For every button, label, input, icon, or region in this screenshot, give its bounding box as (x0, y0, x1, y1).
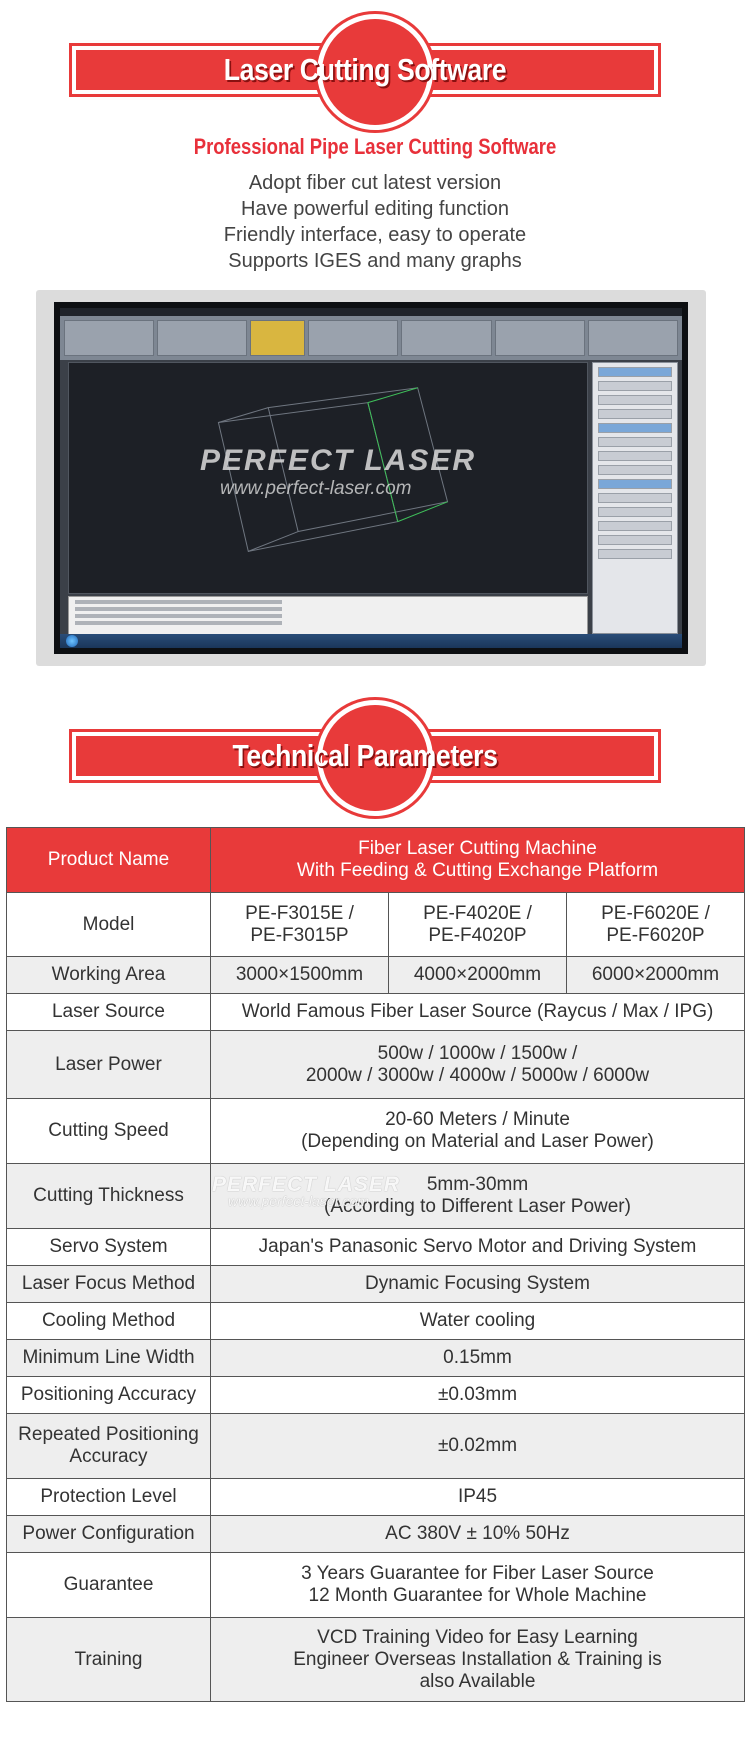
header-value-line: Fiber Laser Cutting Machine (358, 838, 597, 859)
log-panel (68, 596, 588, 636)
panel-row (598, 437, 672, 447)
header-label: Product Name (7, 828, 211, 893)
row-label-line: Laser Power (55, 1053, 162, 1075)
table-row (7, 1516, 745, 1553)
panel-row (598, 465, 672, 475)
row-label-line: Power Configuration (22, 1523, 195, 1544)
row-label (7, 1164, 211, 1229)
log-line (75, 621, 282, 625)
feature-item: Friendly interface, easy to operate (223, 224, 527, 246)
banner-title: Laser Cutting Software (223, 52, 507, 87)
panel-row (598, 535, 672, 545)
row-label-line: Servo System (49, 1236, 168, 1257)
os-taskbar (60, 634, 682, 648)
row-value (211, 1414, 745, 1479)
row-value-line: 2000w / 3000w / 4000w / 5000w / 6000w (305, 1064, 650, 1086)
row-label (7, 1229, 211, 1266)
table-row (7, 1618, 745, 1702)
row-label-line: Guarantee (63, 1574, 154, 1595)
panel-row (598, 423, 672, 433)
table-row (7, 1229, 745, 1266)
model-cell (389, 893, 567, 957)
panel-row (598, 451, 672, 461)
software-screenshot (36, 290, 706, 666)
row-label-line: Cooling Method (41, 1310, 176, 1331)
row-value-line: 5mm-30mm (426, 1174, 529, 1195)
ribbon-group-highlight (250, 320, 305, 356)
header-value (211, 828, 745, 893)
log-line (75, 614, 282, 618)
model-line: PE-F3015P (250, 924, 349, 946)
model-line: PE-F4020E / (423, 902, 532, 924)
panel-row (598, 549, 672, 559)
panel-row (598, 381, 672, 391)
table-row (7, 1303, 745, 1340)
row-value-line: (Depending on Material and Laser Power) (301, 1131, 654, 1152)
section-banner-software (0, 14, 750, 124)
table-row (7, 1099, 745, 1164)
row-label (7, 1377, 211, 1414)
row-label-line: Cutting Speed (48, 1120, 169, 1141)
row-value-line: ±0.02mm (437, 1435, 518, 1456)
row-value-line: (According to Different Laser Power) (324, 1196, 631, 1217)
panel-row (598, 521, 672, 531)
section-banner-params (0, 700, 750, 810)
row-value-line: VCD Training Video for Easy Learning (317, 1626, 638, 1648)
row-label: Model (7, 893, 211, 957)
ribbon-group (495, 320, 585, 356)
row-label-line: Training (74, 1648, 143, 1670)
working-area-cell: 3000×1500mm (211, 957, 389, 994)
row-value (211, 1229, 745, 1266)
software-window (60, 308, 682, 648)
working-area-cell: 4000×2000mm (389, 957, 567, 994)
row-value-line: 0.15mm (443, 1347, 512, 1368)
table-row-working-area (7, 957, 745, 994)
table-row (7, 1377, 745, 1414)
row-label-line: Accuracy (69, 1446, 148, 1467)
row-value-line: IP45 (457, 1486, 498, 1507)
row-value (211, 1553, 745, 1618)
row-value-line: Water cooling (419, 1310, 536, 1331)
watermark-url: www.perfect-laser.com (220, 478, 412, 499)
model-line: PE-F3015E / (245, 902, 354, 924)
table-row (7, 1479, 745, 1516)
row-label (7, 1414, 211, 1479)
row-value (211, 1618, 745, 1702)
feature-item: Have powerful editing function (241, 198, 509, 220)
row-value-line: 3 Years Guarantee for Fiber Laser Source (301, 1563, 654, 1584)
model-cell (211, 893, 389, 957)
row-value-line: Japan's Panasonic Servo Motor and Driving System (258, 1236, 697, 1257)
model-line: PE-F4020P (428, 924, 527, 946)
table-watermark-brand: PERFECT LASER (212, 1173, 401, 1196)
technical-parameters-table (6, 827, 745, 1702)
panel-row (598, 395, 672, 405)
row-label (7, 1479, 211, 1516)
working-area-cell: 6000×2000mm (567, 957, 745, 994)
software-subtitle: Professional Pipe Laser Cutting Software (193, 134, 557, 159)
row-label (7, 1099, 211, 1164)
control-panel (592, 362, 678, 634)
row-label (7, 1516, 211, 1553)
model-line: PE-F6020E / (601, 902, 710, 924)
row-value-line: 500w / 1000w / 1500w / (377, 1042, 578, 1064)
table-row (7, 1553, 745, 1618)
log-line (75, 600, 282, 604)
model-line: PE-F6020P (606, 924, 705, 946)
panel-row (598, 507, 672, 517)
row-value-line: 20-60 Meters / Minute (385, 1109, 570, 1130)
row-label: Working Area (7, 957, 211, 994)
toolbar-ribbon (60, 316, 682, 360)
row-value (211, 1516, 745, 1553)
row-label-line: Cutting Thickness (33, 1185, 184, 1206)
feature-item: Adopt fiber cut latest version (248, 172, 502, 194)
panel-row (598, 367, 672, 377)
ribbon-group (64, 320, 154, 356)
row-label (7, 1031, 211, 1099)
row-label (7, 1266, 211, 1303)
row-value (211, 1099, 745, 1164)
row-label (7, 994, 211, 1031)
row-value-line: Dynamic Focusing System (365, 1273, 590, 1294)
row-label-line: Laser Source (51, 1001, 165, 1022)
row-value-line: also Available (419, 1670, 536, 1692)
window-titlebar (60, 308, 682, 316)
row-value (211, 1340, 745, 1377)
table-row-model (7, 893, 745, 957)
ribbon-group (588, 320, 678, 356)
table-watermark-url: www.perfect-laser.com (228, 1193, 370, 1209)
panel-row (598, 479, 672, 489)
row-label-line: Repeated Positioning (18, 1424, 199, 1445)
banner-title: Technical Parameters (232, 738, 498, 773)
row-value-line: 12 Month Guarantee for Whole Machine (308, 1585, 647, 1606)
table-row (7, 1414, 745, 1479)
row-value-line: ±0.03mm (437, 1384, 518, 1405)
row-value (211, 1266, 745, 1303)
row-label-line: Positioning Accuracy (20, 1384, 197, 1405)
row-value-line: Engineer Overseas Installation & Training is (293, 1648, 662, 1670)
ribbon-group (401, 320, 491, 356)
feature-item: Supports IGES and many graphs (228, 250, 522, 272)
row-label-line: Minimum Line Width (22, 1347, 195, 1368)
row-value (211, 1031, 745, 1099)
table-row (7, 994, 745, 1031)
header-value-line: With Feeding & Cutting Exchange Platform (296, 860, 659, 881)
table-row (7, 1266, 745, 1303)
watermark-brand: PERFECT LASER (200, 444, 477, 477)
feature-list (0, 170, 750, 274)
panel-row (598, 409, 672, 419)
log-line (75, 607, 282, 611)
row-label-line: Laser Focus Method (21, 1273, 196, 1294)
row-label-line: Protection Level (40, 1486, 177, 1507)
row-value (211, 994, 745, 1031)
monitor-frame (54, 302, 688, 654)
table-row (7, 1031, 745, 1099)
ribbon-group (157, 320, 247, 356)
row-label (7, 1553, 211, 1618)
row-value (211, 1303, 745, 1340)
panel-row (598, 493, 672, 503)
model-cell (567, 893, 745, 957)
table-header-row (7, 828, 745, 893)
table-row (7, 1340, 745, 1377)
row-label (7, 1618, 211, 1702)
start-icon (66, 635, 78, 647)
row-value-line: World Famous Fiber Laser Source (Raycus / Max / IPG) (241, 1001, 714, 1022)
ribbon-group (308, 320, 398, 356)
row-label (7, 1303, 211, 1340)
row-value (211, 1479, 745, 1516)
row-value (211, 1377, 745, 1414)
row-label (7, 1340, 211, 1377)
row-value-line: AC 380V ± 10% 50Hz (385, 1523, 570, 1544)
